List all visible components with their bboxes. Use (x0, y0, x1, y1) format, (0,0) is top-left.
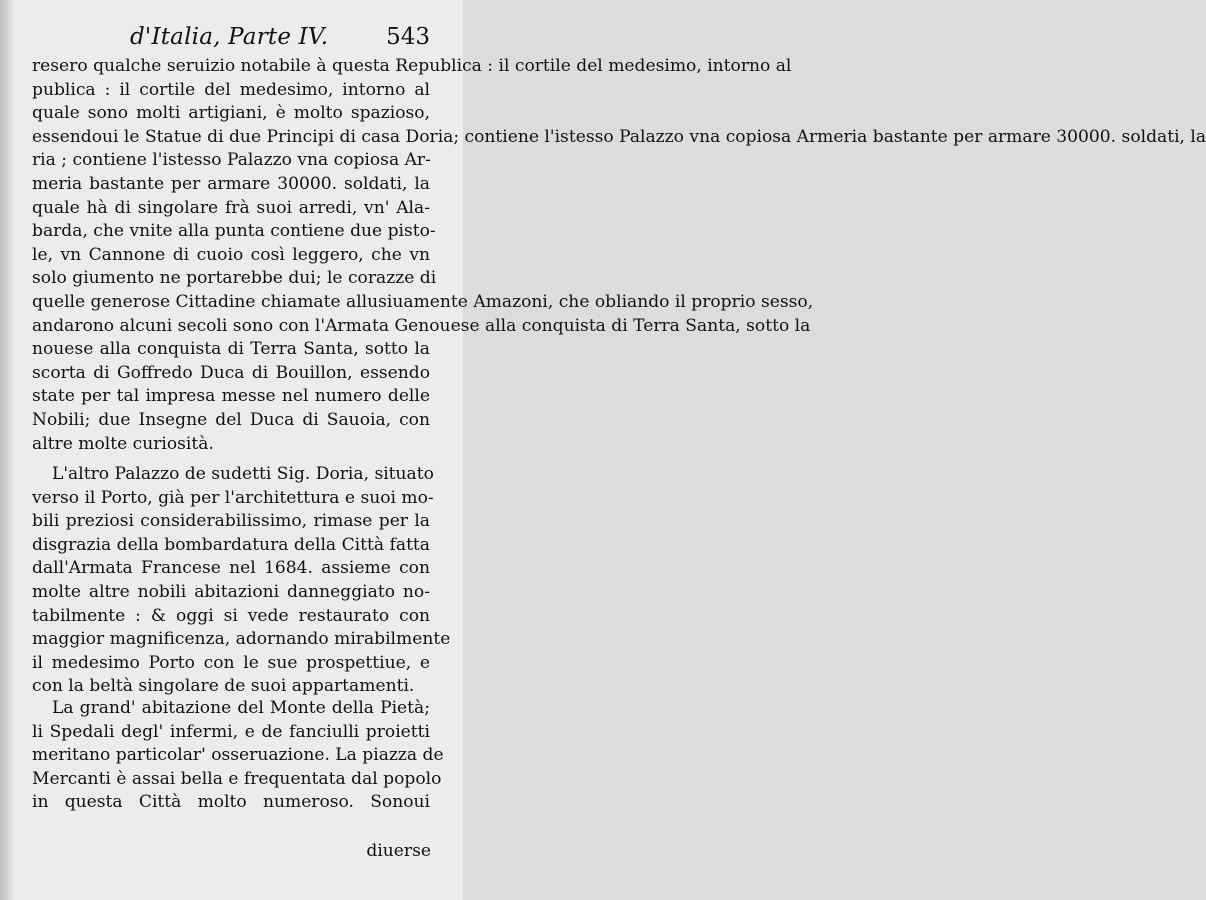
page-gutter-shadow (0, 0, 14, 900)
text-line: publica : il cortile del medesimo, intorno al (32, 79, 430, 100)
page-header (130, 24, 430, 54)
paragraph-2 (32, 463, 451, 699)
text-line: quelle generose Cittadine chiamate allusiuamente Amazoni, che obliando il proprio sesso, (32, 291, 814, 312)
text-line: meria bastante per armare 30000. soldati, la (32, 173, 430, 194)
text-line: in questa Città molto numeroso. Sonoui (32, 792, 430, 813)
text-line: molte altre nobili abitazioni danneggiato no- (32, 581, 430, 602)
text-line: meritano particolar' osseruazione. La piazza de (32, 745, 444, 766)
running-head: d'Italia, Parte IV. (130, 24, 329, 50)
text-line: barda, che vnite alla punta contiene due pisto- (32, 221, 436, 242)
text-line: li Spedali degl' infermi, e de fanciulli proietti (32, 721, 430, 742)
text-line: verso il Porto, già per l'architettura e suoi mo- (32, 487, 434, 508)
text-line: quale hà di singolare frà suoi arredi, vn' Ala- (32, 197, 430, 218)
paragraph-1 (32, 55, 1206, 456)
text-line: le, vn Cannone di cuoio così leggero, che vn (32, 244, 430, 265)
text-line: essendoui le Statue di due Principi di casa Doria; contiene l'istesso Palazzo vna copiosa Armeria bastante per armare 30000. soldati, la (32, 126, 1206, 147)
text-line: Mercanti è assai bella e frequentata dal popolo (32, 768, 442, 789)
text-line: resero qualche seruizio notabile à questa Republica : il cortile del medesimo, intorno al (32, 56, 792, 76)
text-line: maggior magnificenza, adornando mirabilmente (32, 629, 451, 650)
text-line: quale sono molti artigiani, è molto spazioso, (32, 103, 430, 124)
text-line: con la beltà singolare de suoi appartamenti. (32, 676, 415, 697)
text-line: state per tal impresa messe nel numero delle (32, 386, 430, 407)
text-line: dall'Armata Francese nel 1684. assieme con (32, 558, 430, 579)
text-line: disgrazia della bombardatura della Città fatta (32, 534, 430, 555)
text-line: il medesimo Porto con le sue prospettiue, e (32, 652, 430, 673)
text-line: nouese alla conquista di Terra Santa, sotto la (32, 339, 430, 360)
text-line: tabilmente : & oggi si vede restaurato con (32, 605, 430, 626)
text-line: solo giumento ne portarebbe dui; le corazze di (32, 268, 437, 289)
page-number: 543 (386, 24, 430, 50)
text-line: altre molte curiosità. (32, 433, 214, 454)
text-line: L'altro Palazzo de sudetti Sig. Doria, situato (52, 464, 434, 484)
text-line: bili preziosi considerabilissimo, rimase per la (32, 511, 430, 532)
text-line: andarono alcuni secoli sono con l'Armata Genouese alla conquista di Terra Santa, sotto la (32, 315, 811, 336)
text-line: scorta di Goffredo Duca di Bouillon, essendo (32, 362, 430, 383)
catchword: diuerse (366, 841, 431, 861)
text-line: Nobili; due Insegne del Duca di Sauoia, con (32, 409, 430, 430)
paragraph-3 (32, 697, 444, 815)
text-line: La grand' abitazione del Monte della Pietà; (52, 698, 430, 718)
text-line: ria ; contiene l'istesso Palazzo vna copiosa Ar- (32, 150, 431, 171)
